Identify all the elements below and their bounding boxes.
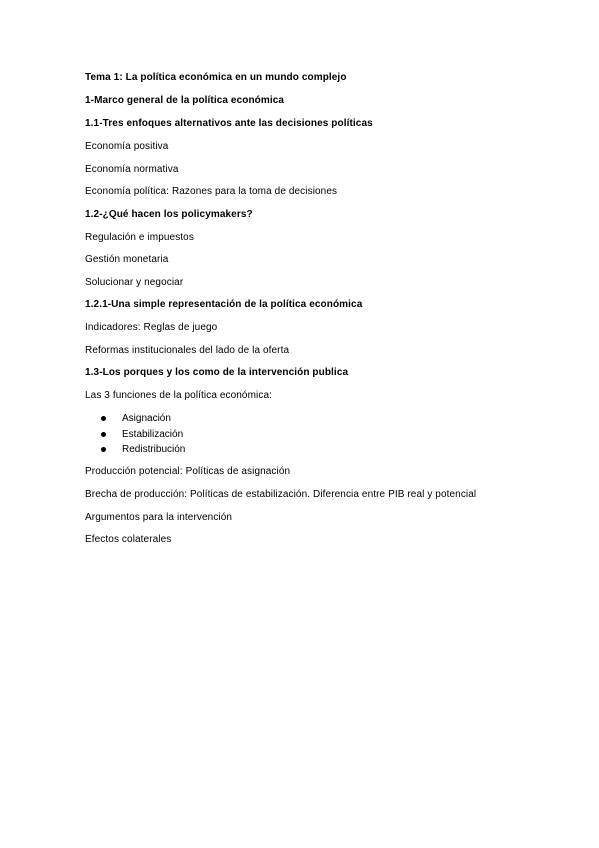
- paragraph-economia-positiva: Economía positiva: [85, 141, 169, 152]
- bullet-icon: [101, 447, 106, 452]
- paragraph-indicadores: Indicadores: Reglas de juego: [85, 322, 218, 333]
- bullet-icon: [101, 432, 106, 437]
- section-heading-1-2-1: 1.2.1-Una simple representación de la política económica: [85, 299, 363, 310]
- list-item-label: Asignación: [122, 413, 171, 424]
- section-heading-1-1: 1.1-Tres enfoques alternativos ante las decisiones políticas: [85, 118, 373, 129]
- paragraph-reformas: Reformas institucionales del lado de la oferta: [85, 345, 290, 356]
- paragraph-produccion-potencial: Producción potencial: Políticas de asignación: [85, 466, 291, 477]
- paragraph-economia-normativa: Economía normativa: [85, 164, 179, 175]
- section-heading-1-3: 1.3-Los porques y los como de la intervención publica: [85, 367, 349, 378]
- list-item-label: Redistribución: [122, 444, 186, 455]
- bullet-icon: [101, 416, 106, 421]
- paragraph-gestion-monetaria: Gestión monetaria: [85, 254, 169, 265]
- section-heading-1: 1-Marco general de la política económica: [85, 95, 285, 106]
- paragraph-economia-politica: Economía política: Razones para la toma de decisiones: [85, 186, 338, 197]
- paragraph-brecha-produccion: Brecha de producción: Políticas de estabilización. Diferencia entre PIB real y potencial: [85, 489, 477, 500]
- paragraph-funciones-intro: Las 3 funciones de la política económica:: [85, 390, 272, 401]
- paragraph-argumentos: Argumentos para la intervención: [85, 512, 233, 523]
- document-title: Tema 1: La política económica en un mundo complejo: [85, 72, 347, 83]
- paragraph-solucionar: Solucionar y negociar: [85, 277, 184, 288]
- paragraph-regulacion: Regulación e impuestos: [85, 232, 194, 243]
- section-heading-1-2: 1.2-¿Qué hacen los policymakers?: [85, 209, 253, 220]
- list-item-label: Estabilización: [122, 428, 184, 440]
- paragraph-efectos-colaterales: Efectos colaterales: [85, 534, 172, 545]
